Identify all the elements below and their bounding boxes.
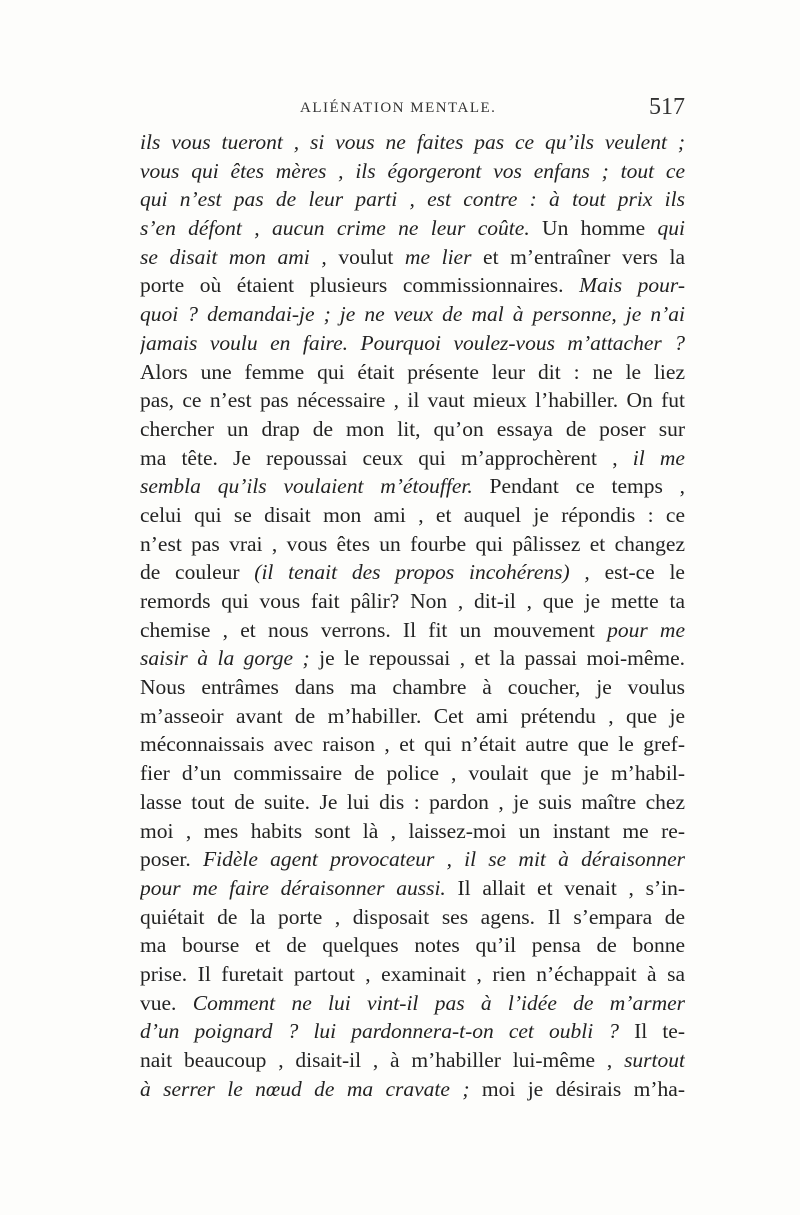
text-line [140, 300, 685, 329]
text-run: moi , mes habits sont là , laissez-moi un instant me re- [140, 818, 685, 843]
text-run: chemise , et nous verrons. Il fit un mouvement [140, 617, 608, 642]
text-line [140, 845, 685, 874]
text-line [140, 214, 685, 243]
text-run: Il te- [619, 1019, 685, 1044]
italic-text: d’un poignard ? lui pardonnera-t-on cet oubli ? [140, 1019, 620, 1044]
text-run: Alors une femme qui était présente leur dit : ne le liez [140, 359, 685, 384]
text-line [140, 1017, 685, 1046]
text-line [140, 157, 685, 186]
text-line [140, 1075, 685, 1104]
italic-text: Mais pour- [579, 273, 685, 298]
text-line [140, 444, 685, 473]
text-run: vue. [140, 990, 193, 1015]
text-line [140, 817, 685, 846]
text-run: méconnaissais avec raison , et qui n’était autre que le gref- [140, 732, 685, 757]
text-line [140, 472, 685, 501]
text-run: prise. Il furetait partout , examinait , rien n’échappait à sa [140, 961, 685, 986]
text-line [140, 903, 685, 932]
text-run: chercher un drap de mon lit, qu’on essaya de poser sur [140, 416, 685, 441]
text-run: ma bourse et de quelques notes qu’il pensa de bonne [140, 933, 685, 958]
italic-text: (il tenait des propos incohérens) , [254, 560, 590, 585]
text-run: lasse tout de suite. Je lui dis : pardon , je suis maître chez [140, 789, 685, 814]
text-line [140, 530, 685, 559]
italic-text: quoi ? demandai-je ; je ne veux de mal à personne, je n’ai [140, 302, 685, 327]
italic-text: ils vous tueront , si vous ne faites pas ce qu’ils veulent ; [140, 130, 685, 154]
text-run: pas, ce n’est pas nécessaire , il vaut mieux l’habiller. On fut [140, 388, 685, 413]
text-line [140, 644, 685, 673]
italic-text: sembla qu’ils voulaient m’étouffer. [140, 474, 473, 499]
text-run: nait beaucoup , disait-il , à m’habiller lui-même , [140, 1048, 625, 1072]
text-line [140, 128, 685, 157]
text-run: Un homme [529, 216, 658, 241]
text-line [140, 185, 685, 214]
page-number: 517 [649, 94, 685, 120]
text-line [140, 702, 685, 731]
page-header [140, 94, 685, 130]
italic-text: pour me faire déraisonner aussi. [140, 875, 446, 900]
italic-text: Fidèle agent provocateur , il se mit à déraisonner [202, 847, 685, 872]
italic-text: me lier [404, 244, 472, 269]
text-line [140, 989, 685, 1018]
text-run: de couleur [140, 560, 255, 585]
body-text [140, 128, 685, 1103]
text-run: Pendant ce temps , [472, 474, 685, 499]
italic-text: s’en défont , aucun crime ne leur coûte. [140, 216, 530, 241]
text-line [140, 960, 685, 989]
text-line [140, 874, 685, 903]
text-line [140, 1046, 685, 1075]
italic-text: qui n’est pas de leur parti , est contre : à tout prix ils [140, 187, 685, 212]
text-line [140, 415, 685, 444]
text-run: et m’entraîner vers la [471, 244, 685, 269]
italic-text: se disait mon ami , [140, 244, 327, 269]
italic-text: pour me [607, 617, 685, 642]
text-run: n’est pas vrai , vous êtes un fourbe qui pâlissez et changez [140, 531, 685, 556]
text-line [140, 329, 685, 358]
text-run: je le repoussai , et la passai moi-même. [309, 646, 685, 671]
italic-text: à serrer le nœud de ma cravate ; [140, 1076, 470, 1101]
italic-text: Comment ne lui vint-il pas à l’idée de m’armer [192, 990, 685, 1015]
text-run: moi je désirais m’ha- [469, 1076, 685, 1101]
text-line [140, 673, 685, 702]
text-line [140, 358, 685, 387]
running-head: ALIÉNATION MENTALE. [300, 100, 497, 116]
text-run: est-ce le [589, 560, 685, 585]
text-run: remords qui vous fait pâlir? Non , dit-il , que je mette ta [140, 589, 685, 613]
text-run: fier d’un commissaire de police , voulait que je m’habil- [140, 761, 685, 786]
text-line [140, 558, 685, 587]
text-line [140, 587, 685, 616]
text-line [140, 931, 685, 960]
text-run: Il allait et venait , s’in- [445, 875, 685, 900]
text-line [140, 788, 685, 817]
italic-text: jamais voulu en faire. Pourquoi voulez-vous m’attacher ? [140, 330, 685, 355]
italic-text: qui [657, 216, 685, 241]
text-line [140, 616, 685, 645]
text-line [140, 759, 685, 788]
text-run: ma tête. Je repoussai ceux qui m’approchèrent , [140, 445, 633, 470]
text-line [140, 386, 685, 415]
text-run: celui qui se disait mon ami , et auquel je répondis : ce [140, 502, 685, 527]
text-run: m’asseoir avant de m’habiller. Cet ami prétendu , que je [140, 703, 685, 728]
text-line [140, 730, 685, 759]
text-run: Nous entrâmes dans ma chambre à coucher, je voulus [140, 675, 685, 700]
italic-text: il me [632, 445, 685, 470]
text-line [140, 271, 685, 300]
text-line [140, 243, 685, 272]
text-run: poser. [140, 847, 203, 872]
text-run: porte où étaient plusieurs commissionnaires. [140, 273, 580, 298]
text-line [140, 501, 685, 530]
text-run: voulut [326, 244, 405, 269]
italic-text: saisir à la gorge ; [140, 646, 310, 671]
text-run: quiétait de la porte , disposait ses agens. Il s’empara de [140, 904, 685, 929]
italic-text: surtout [624, 1048, 685, 1072]
italic-text: vous qui êtes mères , ils égorgeront vos enfans ; tout ce [140, 158, 685, 183]
